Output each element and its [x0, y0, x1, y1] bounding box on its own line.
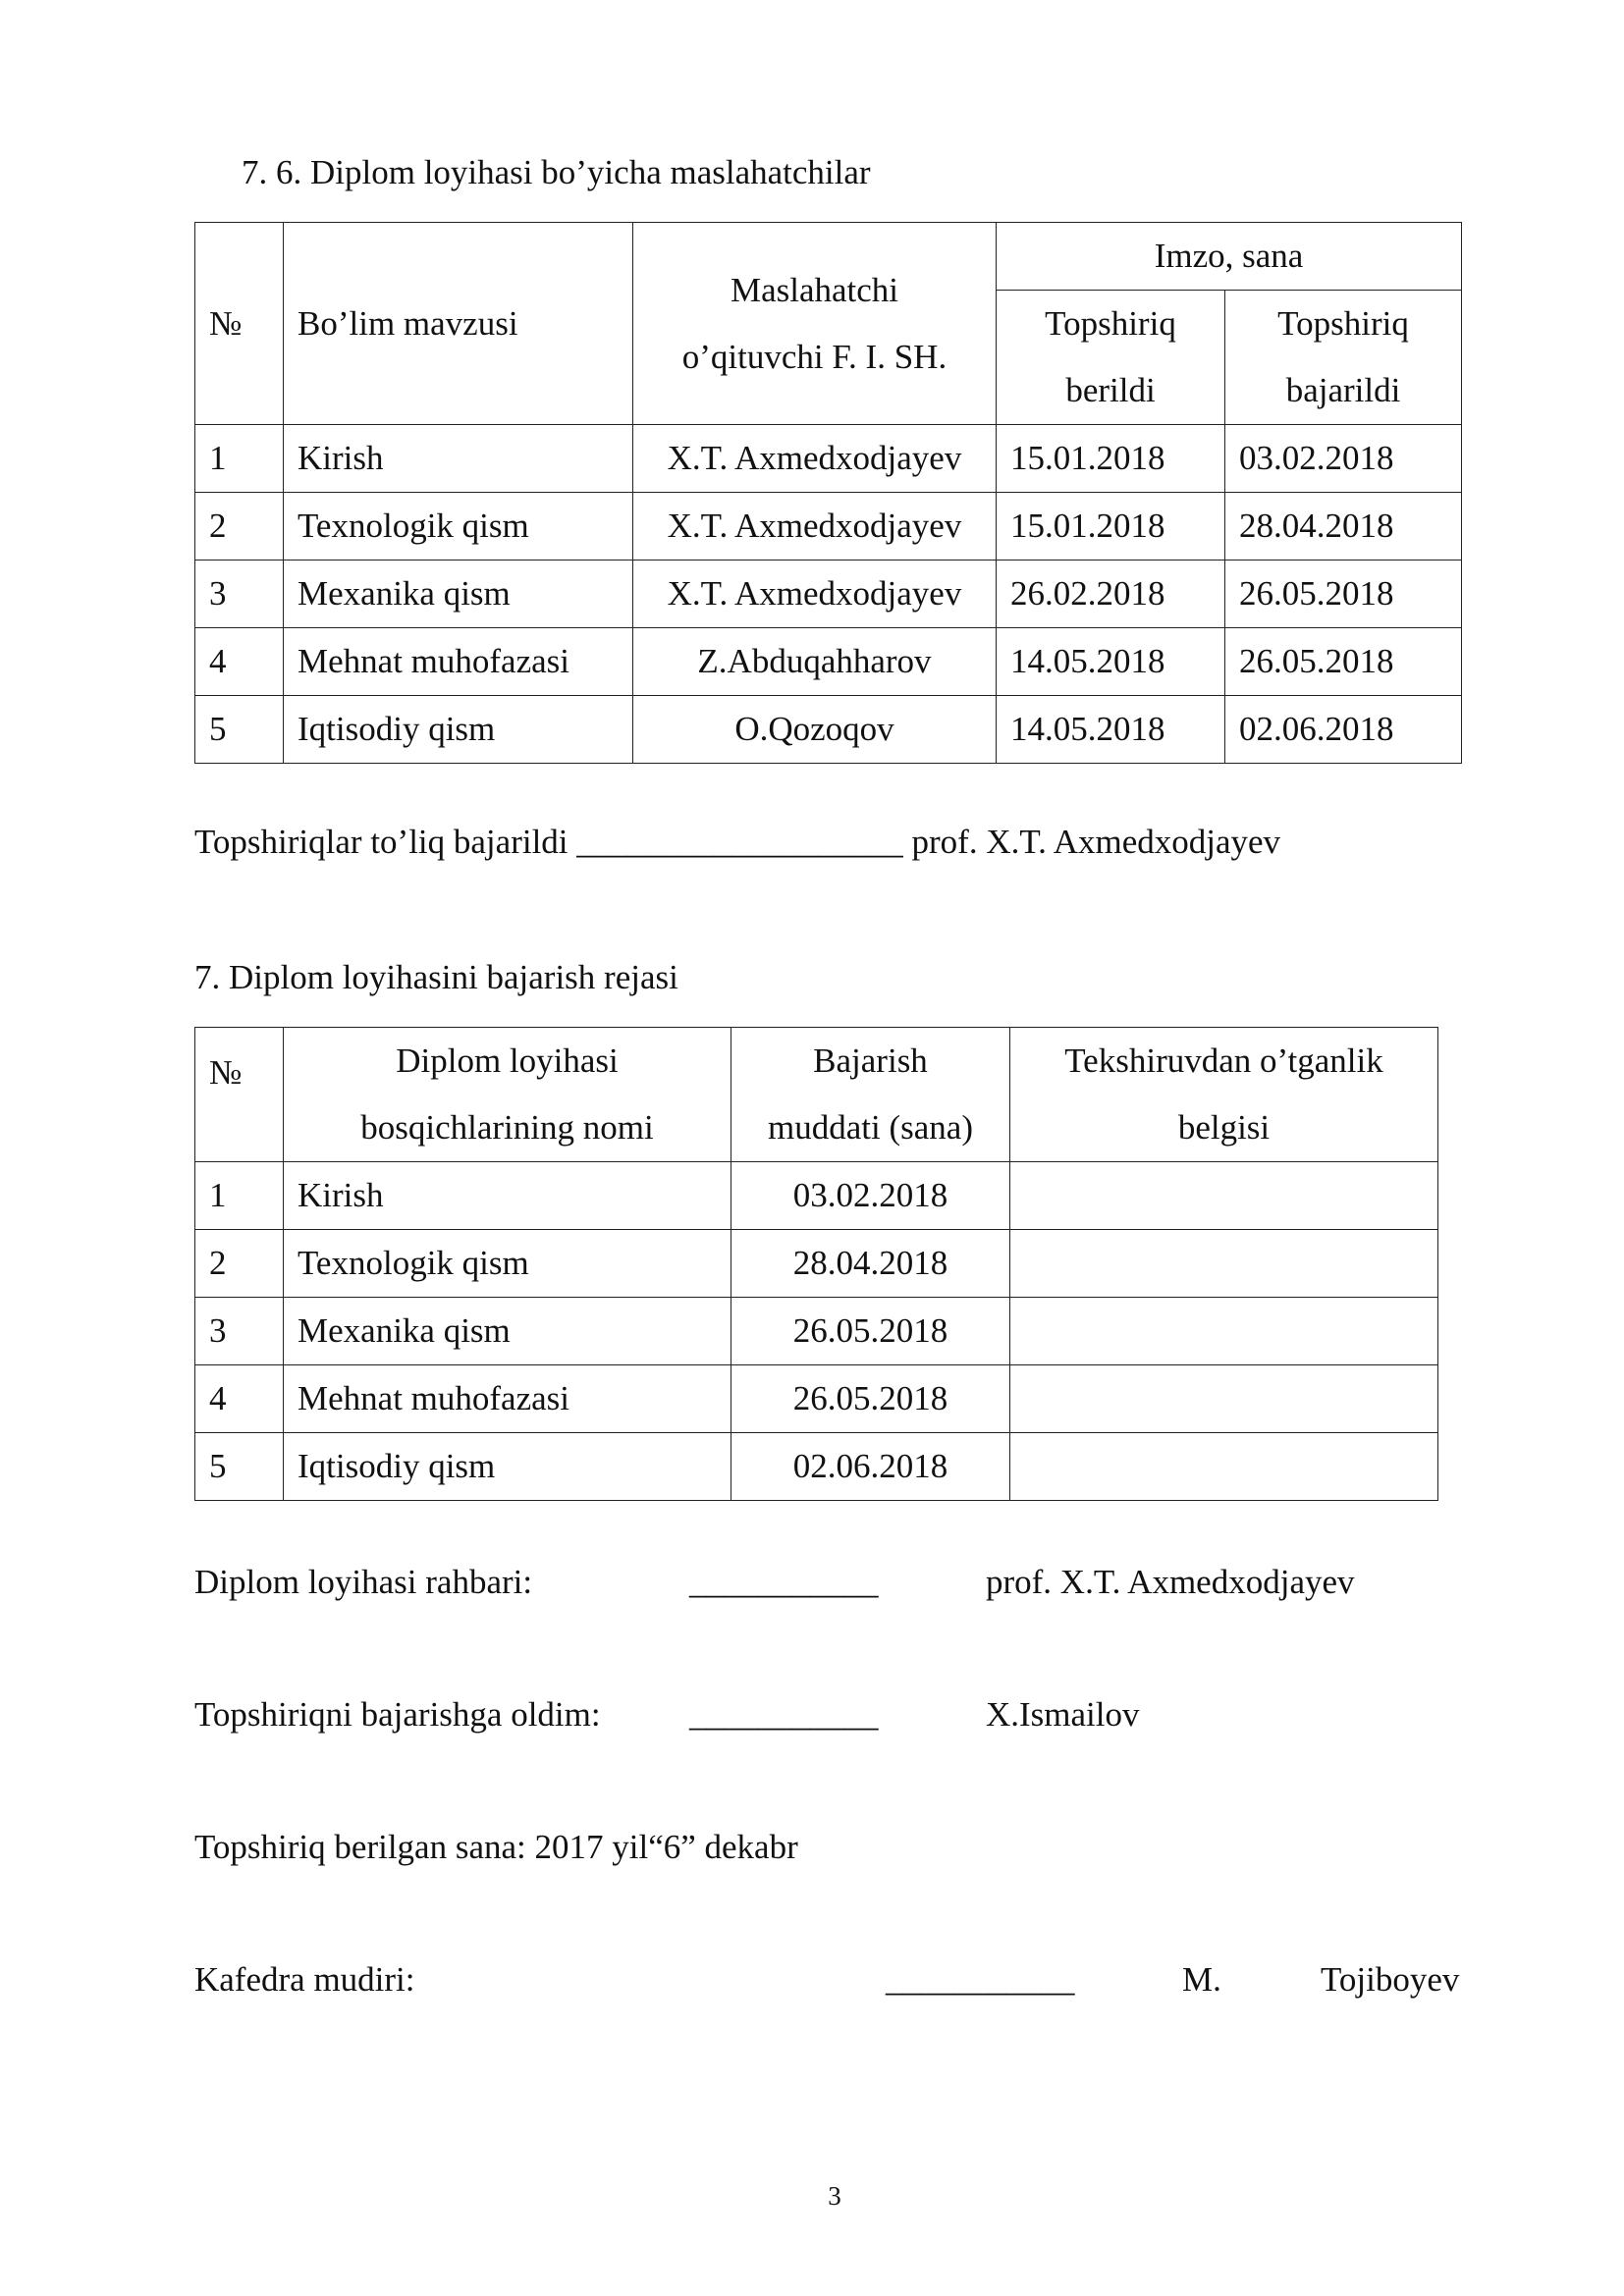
row-done-date: 26.05.2018	[1225, 561, 1462, 628]
plan-header-stage-line2: bosqichlarining nomi	[360, 1108, 654, 1147]
row-given-date: 26.02.2018	[997, 561, 1225, 628]
plan-header-stage-line1: Diplom loyihasi	[396, 1041, 619, 1080]
head-label: Kafedra mudiri:	[194, 1960, 415, 1999]
row-num: 4	[195, 628, 284, 696]
plan-row-stage: Mehnat muhofazasi	[284, 1365, 731, 1433]
row-done-date: 26.05.2018	[1225, 628, 1462, 696]
plan-row-stage: Iqtisodiy qism	[284, 1433, 731, 1501]
plan-row-deadline: 03.02.2018	[731, 1162, 1010, 1230]
row-given-date: 14.05.2018	[997, 628, 1225, 696]
row-done-date: 03.02.2018	[1225, 425, 1462, 493]
section6-title: 7. 6. Diplom loyihasi bo’yicha maslahatchilar	[242, 153, 871, 191]
completed-name: prof. X.T. Axmedxodjayev	[911, 823, 1281, 861]
row-given-date: 15.01.2018	[997, 425, 1225, 493]
plan-row-num: 3	[195, 1298, 284, 1365]
header-advisor-line2: o’qituvchi F. I. SH.	[681, 337, 947, 376]
plan-header-check-line1: Tekshiruvdan o’tganlik	[1064, 1041, 1383, 1080]
plan-row-stage: Texnologik qism	[284, 1230, 731, 1298]
row-advisor: X.T. Axmedxodjayev	[633, 425, 997, 493]
row-topic: Kirish	[284, 425, 633, 493]
table-row	[195, 561, 1462, 628]
header-advisor-line1: Maslahatchi	[730, 270, 899, 309]
header-done-line2: bajarildi	[1285, 371, 1401, 409]
row-advisor: X.T. Axmedxodjayev	[633, 561, 997, 628]
plan-row-check	[1010, 1162, 1438, 1230]
table-row	[195, 1162, 1438, 1230]
header-done-line1: Topshiriq	[1277, 304, 1409, 343]
plan-row-stage: Kirish	[284, 1162, 731, 1230]
plan-row-check	[1010, 1230, 1438, 1298]
row-advisor: Z.Abduqahharov	[633, 628, 997, 696]
plan-header-deadline	[731, 1028, 1010, 1162]
row-topic: Iqtisodiy qism	[284, 696, 633, 764]
table-row	[195, 1230, 1438, 1298]
row-given-date: 14.05.2018	[997, 696, 1225, 764]
header-done	[1225, 291, 1462, 425]
student-label: Topshiriqni bajarishga oldim:	[194, 1695, 601, 1734]
student-blank: ___________	[689, 1695, 879, 1734]
table-row	[195, 696, 1462, 764]
student-name: X.Ismailov	[986, 1695, 1140, 1734]
plan-header-deadline-line1: Bajarish	[813, 1041, 928, 1080]
plan-row-deadline: 26.05.2018	[731, 1365, 1010, 1433]
plan-row-check	[1010, 1365, 1438, 1433]
header-given-line2: berildi	[1065, 371, 1156, 409]
plan-table	[194, 1027, 1438, 1501]
table-row	[195, 493, 1462, 561]
table-row	[195, 1298, 1438, 1365]
header-given	[997, 291, 1225, 425]
table-row	[195, 1365, 1438, 1433]
table-row	[195, 1433, 1438, 1501]
table-row	[195, 425, 1462, 493]
plan-header-check	[1010, 1028, 1438, 1162]
header-num: №	[195, 223, 284, 425]
completed-line	[194, 823, 1280, 862]
head-blank: ___________	[886, 1960, 1075, 1999]
row-topic: Mehnat muhofazasi	[284, 628, 633, 696]
head-initial: M.	[1182, 1960, 1221, 1999]
section7-title: 7. Diplom loyihasini bajarish rejasi	[194, 958, 678, 996]
row-advisor: O.Qozoqov	[633, 696, 997, 764]
supervisor-label: Diplom loyihasi rahbari:	[194, 1563, 533, 1601]
plan-row-num: 5	[195, 1433, 284, 1501]
table-row	[195, 628, 1462, 696]
header-advisor	[633, 223, 997, 425]
plan-row-num: 4	[195, 1365, 284, 1433]
plan-header-check-line2: belgisi	[1177, 1108, 1271, 1147]
plan-row-num: 1	[195, 1162, 284, 1230]
supervisor-name: prof. X.T. Axmedxodjayev	[986, 1563, 1355, 1601]
plan-row-check	[1010, 1433, 1438, 1501]
header-topic: Bo’lim mavzusi	[284, 223, 633, 425]
header-sign-date: Imzo, sana	[997, 223, 1462, 291]
row-given-date: 15.01.2018	[997, 493, 1225, 561]
row-advisor: X.T. Axmedxodjayev	[633, 493, 997, 561]
plan-row-check	[1010, 1298, 1438, 1365]
row-num: 1	[195, 425, 284, 493]
assignment-date: Topshiriq berilgan sana: 2017 yil“6” dekabr	[194, 1828, 798, 1866]
completed-blank: ___________________	[576, 823, 903, 861]
plan-row-deadline: 28.04.2018	[731, 1230, 1010, 1298]
plan-row-num: 2	[195, 1230, 284, 1298]
plan-row-stage: Mexanika qism	[284, 1298, 731, 1365]
row-num: 3	[195, 561, 284, 628]
row-done-date: 28.04.2018	[1225, 493, 1462, 561]
plan-header-deadline-line2: muddati (sana)	[768, 1108, 973, 1147]
row-num: 2	[195, 493, 284, 561]
plan-header-stage	[284, 1028, 731, 1162]
plan-row-deadline: 26.05.2018	[731, 1298, 1010, 1365]
page-number: 3	[828, 2181, 841, 2211]
advisors-table	[194, 222, 1462, 764]
header-given-line1: Topshiriq	[1045, 304, 1176, 343]
head-surname: Tojiboyev	[1321, 1960, 1460, 1999]
row-topic: Mexanika qism	[284, 561, 633, 628]
row-done-date: 02.06.2018	[1225, 696, 1462, 764]
supervisor-blank: ___________	[689, 1563, 879, 1601]
plan-row-deadline: 02.06.2018	[731, 1433, 1010, 1501]
completed-label: Topshiriqlar to’liq bajarildi	[194, 823, 568, 861]
row-num: 5	[195, 696, 284, 764]
plan-header-num: №	[195, 1028, 284, 1162]
row-topic: Texnologik qism	[284, 493, 633, 561]
